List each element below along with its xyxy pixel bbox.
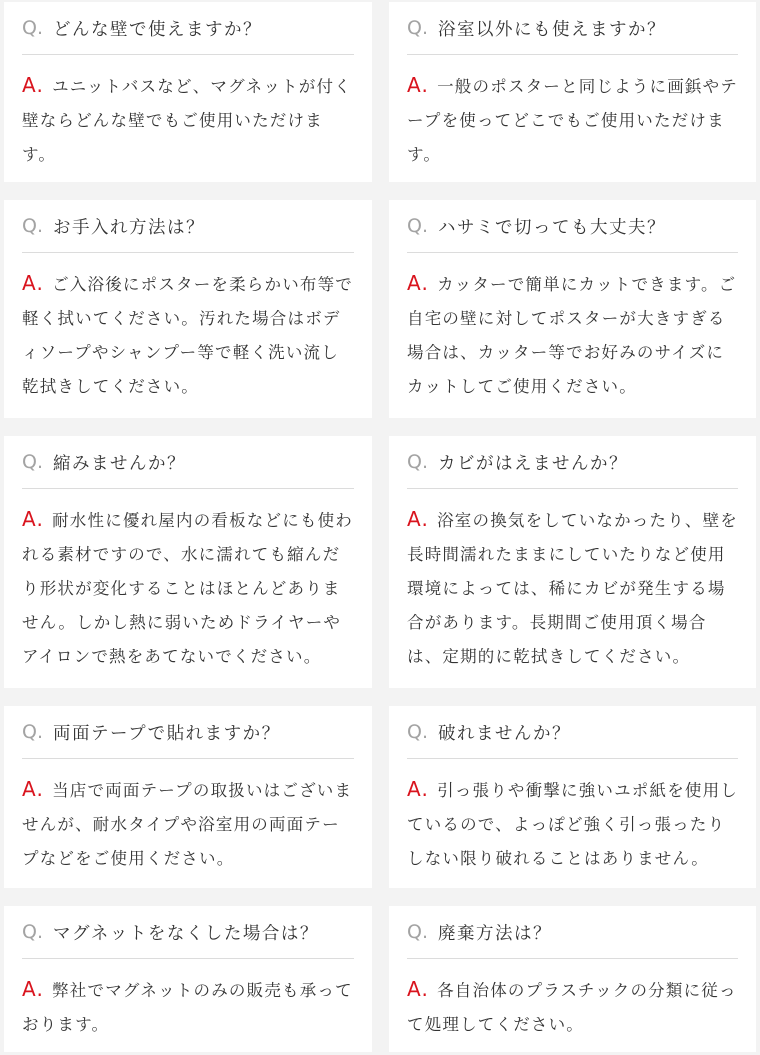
question-text: 両面テープで貼れますか？: [53, 723, 281, 744]
question-text: お手入れ方法は？: [53, 217, 205, 238]
answer-block: [22, 489, 354, 674]
faq-card-tearing: [389, 706, 756, 888]
question-mark: Q.: [407, 17, 428, 39]
question-mark: Q.: [22, 921, 43, 943]
answer-text: 弊社でマグネットのみの販売も承っております。: [22, 981, 353, 1034]
answer-text: 引っ張りや衝撃に強いユポ紙を使用しているので、よっぽど強く引っ張ったりしない限り破れることはありません。: [407, 781, 738, 868]
question-row: [407, 906, 738, 959]
answer-mark: A.: [407, 271, 430, 295]
answer-block: [22, 55, 354, 172]
answer-block: [407, 959, 738, 1042]
question-row: [22, 436, 354, 489]
question-mark: Q.: [22, 17, 43, 39]
question-text: 縮みませんか？: [53, 453, 186, 474]
faq-card-walls: [4, 2, 372, 182]
answer-mark: A.: [22, 977, 45, 1001]
faq-card-disposal: [389, 906, 756, 1052]
answer-block: [407, 759, 738, 876]
question-row: [407, 200, 738, 253]
question-text: カビがはえませんか？: [438, 453, 628, 474]
faq-card-lost-magnet: [4, 906, 372, 1052]
question-row: [407, 436, 738, 489]
question-row: [407, 2, 738, 55]
faq-card-double-tape: [4, 706, 372, 888]
answer-mark: A.: [407, 777, 430, 801]
answer-block: [407, 253, 738, 404]
answer-text: 各自治体のプラスチックの分類に従って処理してください。: [407, 981, 737, 1034]
question-mark: Q.: [407, 215, 428, 237]
answer-mark: A.: [22, 271, 45, 295]
answer-text: 一般のポスターと同じように画鋲やテープを使ってどこでもご使用いただけます。: [407, 77, 738, 164]
question-text: 廃棄方法は？: [438, 923, 552, 944]
answer-block: [22, 253, 354, 404]
answer-mark: A.: [22, 73, 45, 97]
question-row: [22, 706, 354, 759]
question-text: マグネットをなくした場合は？: [53, 923, 319, 944]
question-row: [407, 706, 738, 759]
question-mark: Q.: [407, 451, 428, 473]
question-mark: Q.: [22, 721, 43, 743]
question-text: 浴室以外にも使えますか？: [438, 19, 666, 40]
answer-block: [22, 959, 354, 1042]
answer-block: [407, 55, 738, 172]
question-mark: Q.: [22, 451, 43, 473]
faq-card-care: [4, 200, 372, 418]
answer-mark: A.: [407, 73, 430, 97]
answer-mark: A.: [22, 507, 45, 531]
answer-text: 耐水性に優れ屋内の看板などにも使われる素材ですので、水に濡れても縮んだり形状が変化することはほとんどありません。しかし熱に弱いためドライヤーやアイロンで熱をあてないでください。: [22, 511, 353, 666]
faq-card-cutting: [389, 200, 756, 418]
question-mark: Q.: [407, 721, 428, 743]
question-row: [22, 906, 354, 959]
answer-text: ユニットバスなど、マグネットが付く壁ならどんな壁でもご使用いただけます。: [22, 77, 352, 164]
question-text: どんな壁で使えますか？: [53, 19, 262, 40]
question-row: [22, 2, 354, 55]
answer-mark: A.: [407, 977, 430, 1001]
answer-block: [22, 759, 354, 876]
answer-text: 当店で両面テープの取扱いはございませんが、耐水タイプや浴室用の両面テープなどをご使用ください。: [22, 781, 353, 868]
answer-text: ご入浴後にポスターを柔らかい布等で軽く拭いてください。汚れた場合はボディソープやシャンプー等で軽く洗い流し乾拭きしてください。: [22, 275, 353, 396]
faq-card-shrinking: [4, 436, 372, 688]
answer-mark: A.: [407, 507, 430, 531]
question-row: [22, 200, 354, 253]
faq-card-mold: [389, 436, 756, 688]
faq-card-other-rooms: [389, 2, 756, 182]
answer-block: [407, 489, 738, 674]
question-text: 破れませんか？: [438, 723, 571, 744]
question-text: ハサミで切っても大丈夫？: [438, 217, 666, 238]
answer-text: カッターで簡単にカットできます。ご自宅の壁に対してポスターが大きすぎる場合は、カッター等でお好みのサイズにカットしてご使用ください。: [407, 275, 737, 396]
question-mark: Q.: [22, 215, 43, 237]
answer-mark: A.: [22, 777, 45, 801]
answer-text: 浴室の換気をしていなかったり、壁を長時間濡れたままにしていたりなど使用環境によっては、稀にカビが発生する場合があります。長期間ご使用頂く場合は、定期的に乾拭きしてください。: [407, 511, 738, 666]
question-mark: Q.: [407, 921, 428, 943]
